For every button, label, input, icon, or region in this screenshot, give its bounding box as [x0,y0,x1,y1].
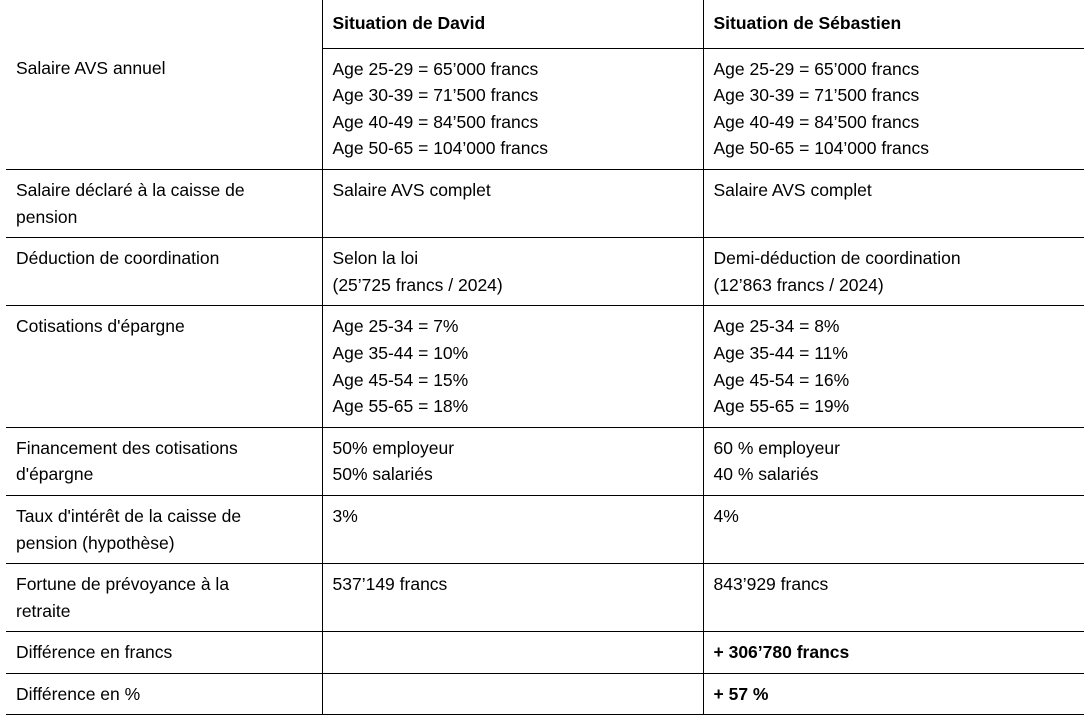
table-cell-line: Age 35-44 = 10% [332,342,469,363]
table-cell-line: 843’929 francs [713,574,829,595]
table-cell-line: 60 % employeur [713,437,840,458]
table-cell-line: retraite [16,600,71,621]
table-header-row [6,0,1084,48]
table-cell-label [6,495,322,563]
table-cell-line: Déduction de coordination [16,248,220,269]
table-cell-label [6,238,322,306]
table-cell-sebastien [703,427,1084,495]
table-cell-line: pension [16,206,78,227]
table-cell-line: Age 25-34 = 7% [332,316,459,337]
table-cell-label [6,306,322,427]
table-row [6,632,1084,674]
table-row [6,427,1084,495]
table-cell-label [6,632,322,674]
table-cell-line: 4% [713,505,739,526]
table-cell-line: d'épargne [16,464,94,485]
table-row [6,564,1084,632]
table-cell-line: 537’149 francs [332,574,448,595]
table-cell-line: Fortune de prévoyance à la [16,574,230,595]
table-cell-line: Age 45-54 = 16% [713,369,850,390]
table-cell-line: Age 50-65 = 104’000 francs [713,138,930,159]
table-cell-line: Salaire AVS complet [713,179,872,200]
header-cell-text: Situation de David [332,13,486,33]
table-cell-line: Age 25-34 = 8% [713,316,840,337]
table-cell-line: Financement des cotisations [16,437,238,458]
table-cell-line: Salaire AVS annuel [16,58,166,79]
table-cell-label [6,48,322,169]
table-cell-line: Age 30-39 = 71’500 francs [332,85,539,106]
table-row [6,495,1084,563]
table-body [6,0,1084,715]
table-cell-label [6,169,322,237]
table-cell-line: Différence en francs [16,642,173,663]
table-cell-line: Taux d'intérêt de la caisse de [16,505,242,526]
table-row [6,169,1084,237]
table-cell-line: Age 45-54 = 15% [332,369,469,390]
table-cell-line: Différence en % [16,683,141,704]
table-cell-line: pension (hypothèse) [16,532,175,553]
table-cell-line: Age 25-29 = 65’000 francs [332,58,539,79]
table-cell-sebastien [703,306,1084,427]
table-cell-line: Salaire déclaré à la caisse de [16,179,245,200]
table-cell-line: (25’725 francs / 2024) [332,274,503,295]
table-cell-sebastien [703,564,1084,632]
table-cell-empty [333,681,693,708]
table-cell-label [6,564,322,632]
table-cell-line: 3% [332,505,358,526]
table-cell-line: Age 30-39 = 71’500 francs [713,85,920,106]
table-cell-line: Age 35-44 = 11% [713,342,848,363]
table-cell-line: Salaire AVS complet [332,179,491,200]
table-cell-line: Age 25-29 = 65’000 francs [713,58,920,79]
table-cell-line: Age 40-49 = 84’500 francs [332,111,539,132]
table-cell-line: + 306’780 francs [713,642,850,663]
header-cell-label [6,0,322,48]
table-cell-empty [333,639,693,666]
table-cell-line: Cotisations d'épargne [16,316,185,337]
table-row [6,48,1084,169]
table-cell-david [322,495,703,563]
table-cell-line: Age 50-65 = 104’000 francs [332,138,549,159]
table-cell-line: Age 55-65 = 18% [332,396,469,417]
table-cell-david [322,632,703,674]
table-cell-label [6,427,322,495]
table-row [6,238,1084,306]
table-cell-line: 50% employeur [332,437,455,458]
table-cell-sebastien [703,632,1084,674]
table-cell-david [322,238,703,306]
table-cell-line: Demi-déduction de coordination [713,248,961,269]
table-cell-david [322,564,703,632]
table-cell-line: (12’863 francs / 2024) [713,274,884,295]
table-cell-sebastien [703,48,1084,169]
table-cell-line: Age 55-65 = 19% [713,396,850,417]
table-cell-david [322,427,703,495]
table-cell-david [322,306,703,427]
table-cell-sebastien [703,238,1084,306]
table-cell-line: 50% salariés [332,464,433,485]
header-cell-text: Situation de Sébastien [713,13,902,33]
table-cell-sebastien [703,495,1084,563]
table-cell-line: Age 40-49 = 84’500 francs [713,111,920,132]
header-cell-sebastien [703,0,1084,48]
table-row [6,306,1084,427]
table-cell-david [322,169,703,237]
table-cell-david [322,48,703,169]
table-cell-line: + 57 % [713,683,769,704]
table-cell-sebastien [703,169,1084,237]
table-cell-line: Selon la loi [332,248,419,269]
table-cell-line: 40 % salariés [713,464,819,485]
header-cell-david [322,0,703,48]
comparison-table [6,0,1084,715]
